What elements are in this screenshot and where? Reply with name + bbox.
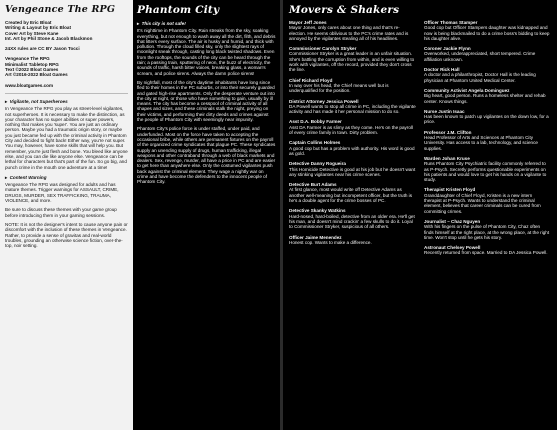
divider: [5, 93, 128, 94]
npc-description: Big heart, good person. Runs a homeless shelter and rehab center. Knows things.: [424, 93, 546, 104]
npc-entry: [289, 235, 416, 246]
credit-line: Cover Art by Steve Kane: [5, 30, 59, 36]
npc-description: Head Professor of Arts and Sciences at Phantom City University. Has access to a lab, technology, and science supplies.: [424, 135, 538, 151]
npc-description: Runs Phantom City Psychiatric facility commonly referred to as P-Psych. Secretly performs questionable experiments on his patients and would love to get his hands on a vigilante to study.: [424, 161, 547, 183]
credit-line: Int. Art by Phil Stone & Jacob Blackmon: [5, 35, 93, 41]
npc-description: Asst DA Farmer is as slimy as they come. He's on the payroll of every crime family in town. Dirty problem.: [289, 124, 413, 136]
npc-name: Detective Danny Rogueira: [289, 161, 346, 167]
npc-entry: [289, 46, 416, 72]
npc-description: This Homicide Detective is good at his job but he doesn't want any stinking vigilantes near his crime scenes.: [289, 166, 416, 177]
npc-description: In way over his head, the Chief means well but is underqualified for the position.: [289, 82, 389, 94]
tagline: [137, 21, 276, 26]
npc-entry: [289, 140, 416, 156]
npc-name: Detective Skanky Watkins: [289, 208, 346, 214]
npc-name: Captain Collins Holmes: [289, 140, 341, 146]
left-page: [0, 0, 133, 430]
npc-name: Mayor Jeff Jones: [289, 20, 327, 25]
section-heading: [5, 99, 128, 104]
section-heading-text: Content Warning: [9, 174, 47, 180]
npc-name: Asst D.A. Bobby Farmer: [289, 119, 342, 125]
npc-description: Good cop but Officer Stampers daughter was kidnapped and now is being blackmailed to do a crime boss's bidding to keep his daughter alive.: [424, 25, 550, 41]
credit-line: Text ©2022 Bloat Games: [5, 67, 59, 73]
credit-line: Art ©2016-2022 Bloat Games: [5, 72, 68, 78]
npc-description: A doctor and a philanthropist, Doctor Hall is the leading physician at Phantom United Medical Center.: [424, 72, 536, 83]
npc-name: Officer Thomas Stamper: [424, 20, 478, 25]
npc-name: Therapist Kristen Floyd: [424, 187, 476, 193]
npc-name: Professor J.M. Clifton: [424, 129, 472, 135]
npc-name: Astronaut Chelsey Powell: [424, 245, 481, 251]
npc-name: District Attorney Jessica Powell: [289, 98, 359, 104]
npc-name: Commissioner Carolyn Stryker: [289, 46, 357, 52]
npc-entry: [424, 187, 551, 213]
credit-line: Created by Eric Bloat: [5, 20, 52, 25]
credit-line: 24XX rules are CC BY Jason Tocci: [5, 46, 80, 52]
npc-name: Doctor Rick Hall: [424, 67, 460, 73]
paragraph: By nightfall, most of the city's daytime inhabitants have long since fled to their homes in the PC suburbs, or into their securely guarded and gated high-rise apartments. Only the desperate venture out into the city at night, or those who have something to gain, usually by ill means. The city has become a cesspool of criminal activity of all shapes and sizes, and these criminals stalk the night, preying on their victims, and performing their dirty deeds and crimes against the people of Phantom City with seemingly near impunity.: [137, 79, 275, 123]
bullet-icon: ▸: [5, 98, 8, 104]
npc-entry: [424, 245, 551, 256]
paragraph: Be sure to discuss these themes with your game group before introducing them in your gaming sessions.: [5, 207, 117, 218]
npc-entry: [424, 130, 551, 151]
npc-description: A good cop but has a problem with authority. His word is good as gold.: [289, 145, 415, 156]
npc-description: At first glance, most would write off Detective Adams as another well-meaning but incompetent officer, but the truth is he's a double agent for the crime bosses of PC.: [289, 187, 412, 204]
npc-description: Granddaughter of Chief Floyd, Kristen is a new intern therapist at P-Psych. Wants to understand the criminal element, believes that career criminals can be cured from committing crimes.: [424, 192, 541, 214]
website-link[interactable]: www.bloatgames.com: [5, 82, 54, 88]
paragraph: It's nighttime in Phantom City. Rain streaks from the sky, soaking everything, but not enough to wash away all the dirt, filth, and debris that litters every surface. The air is husky and humid, and thick with pollution. Through the cloud filled sky, only the slightest rays of moonlight sneak through, casting long black twisted shadows. Even from the rooftops, the sounds of the city can be heard through the rain; a passing train, sputtering of neon, the buzz of electricity, the sounds of traffic, harsh bitter voices, breaking glass, a woman's scream, and police sirens. Always the damn police sirens!: [137, 28, 276, 76]
npc-column-2: [424, 20, 551, 261]
npc-name: Detective Burt Adams: [289, 182, 337, 188]
section-heading: [5, 175, 128, 180]
page-title: Movers & Shakers: [289, 4, 400, 16]
credit-line: Minimalist Tabletop RPG: [5, 61, 59, 67]
credit-line: Writing & Layout by Eric Bloat: [5, 25, 72, 31]
npc-entry: [424, 20, 551, 41]
npc-description: Mayor Jones, only cares about one thing and that's re-election. He seems oblivious to the PC's crime rates and is annoyed by the vigilantes stealing all of his headlines.: [289, 25, 409, 41]
right-page: [283, 0, 557, 430]
paragraph: NOTE: It is not the designer's intent to cause anyone pain or discomfort with the inclusion of these themes in Vengeance. Rather, to provide a sense of gravitas and real-world troubles, grounding an otherwise science fiction, over-the-top, noir setting.: [5, 221, 128, 249]
npc-name: Nurse Justin Isaac: [424, 108, 465, 114]
npc-entry: [424, 109, 551, 125]
npc-description: Recently returned from space. Married to DA Jessica Powell.: [424, 250, 548, 256]
paragraph: Vengeance The RPG was designed for adults and has mature themes. Trigger warnings for ASSAULT, CRIME, DRUGS, MURDER, SEX TRAFFICKING, TRAUMA, VIOLENCE, and more.: [5, 182, 119, 204]
npc-entry: [289, 78, 416, 94]
npc-description: Hard-nosed, hard-boiled, detective from an older era. He'll get his man, and doesn't mind crackin' a few skulls to do it. Loyal to Commissioner Stryker, suspicious of all others.: [289, 213, 415, 230]
npc-entry: [424, 88, 551, 104]
npc-name: Officer Jaime Menendez: [289, 234, 342, 240]
npc-entry: [289, 119, 416, 135]
npc-entry: [424, 156, 551, 182]
npc-name: Journalist – Chaz Nguyen: [424, 218, 481, 224]
npc-entry: [289, 99, 416, 115]
book-title: Vengeance The RPG: [5, 4, 116, 15]
npc-entry: [424, 46, 551, 62]
npc-name: Community Activist Angela Dominguez: [424, 87, 510, 93]
npc-name: Warden Johan Kruse: [424, 155, 470, 161]
npc-description: DA Powell wants to stop all crime in PC, including the vigilante activity and has made it her personal mission to do so.: [289, 103, 416, 115]
npc-entry: [289, 161, 416, 177]
npc-entry: [424, 67, 551, 83]
npc-entry: [289, 182, 416, 203]
paragraph: In Vengeance The RPG you play as street-level vigilantes, not superheroes. It is necessary to make the distinction, as your character has no super abilities or super powers, nothing that makes you 'super'. You are just an ordinary person. Maybe you had a traumatic origin story, or maybe you just became fed up with the criminal activity in Phantom City and decided to fight back! Either way, you're not super. You may, however, have some skills that will help you. But remember, you're just flesh and bone. You bleed like anyone else, and you can die like anyone else. Vengeance can be lethal for characters but that's part of the fun. So go big, and punch crime in the mouth one adventure at a time!: [5, 106, 128, 170]
npc-entry: [289, 208, 416, 229]
bullet-icon: ▸: [5, 174, 8, 180]
credits-block: [5, 20, 128, 88]
npc-entry: [424, 219, 551, 240]
middle-page: [133, 0, 280, 430]
tagline-text: This city is not safe!: [141, 21, 186, 26]
npc-description: With his fingers on the pulse of Phantom City, Chaz often finds himself at the right place, at the wrong place, at the right time. Won't stop until he gets his story.: [424, 224, 550, 240]
npc-name: Chief Richard Floyd: [289, 77, 333, 83]
page-title: Phantom City: [137, 4, 220, 16]
bullet-icon: ▸: [137, 21, 140, 26]
credit-line: Vengeance The RPG: [5, 56, 50, 62]
paragraph: Phantom City's police force is under staffed, under paid, and underfunded. Most on the force have taken to accepting the occasional bribe, while others are permanent fixtures on the payroll of the organized crime syndicates that plague PC. These syndicates supply an unending supply of drugs, human trafficking, illegal weapons and other contraband through a web of black markets and dealers. Sex, revenge, murder, all have a price in PC and are easier to get here than anywhere else. Only the costumed vigilantes push back against the criminal element. They wage a nightly war on crime and have become the defenders to the innocent people of Phantom City.: [137, 126, 276, 185]
npc-entry: [289, 20, 416, 41]
npc-columns: [289, 20, 551, 261]
npc-name: Coroner Jackie Flynn: [424, 46, 471, 52]
npc-description: Commissioner Stryker is a great leader in an unfair situation. She's battling the corruption from within, and is even willing to work with vigilantes, off the record, provided they don't cross the line.: [289, 51, 415, 73]
section-heading-text: Vigilante, not Superheroes: [9, 98, 68, 104]
npc-description: Overworked, underappreciated, short tempered. Crime affiliation unknown.: [424, 51, 536, 62]
npc-description: Has been known to patch up vigilantes on the down low, for a price.: [424, 114, 549, 125]
npc-description: Honest cop. Wants to make a difference.: [289, 239, 372, 245]
npc-column-1: [289, 20, 416, 261]
